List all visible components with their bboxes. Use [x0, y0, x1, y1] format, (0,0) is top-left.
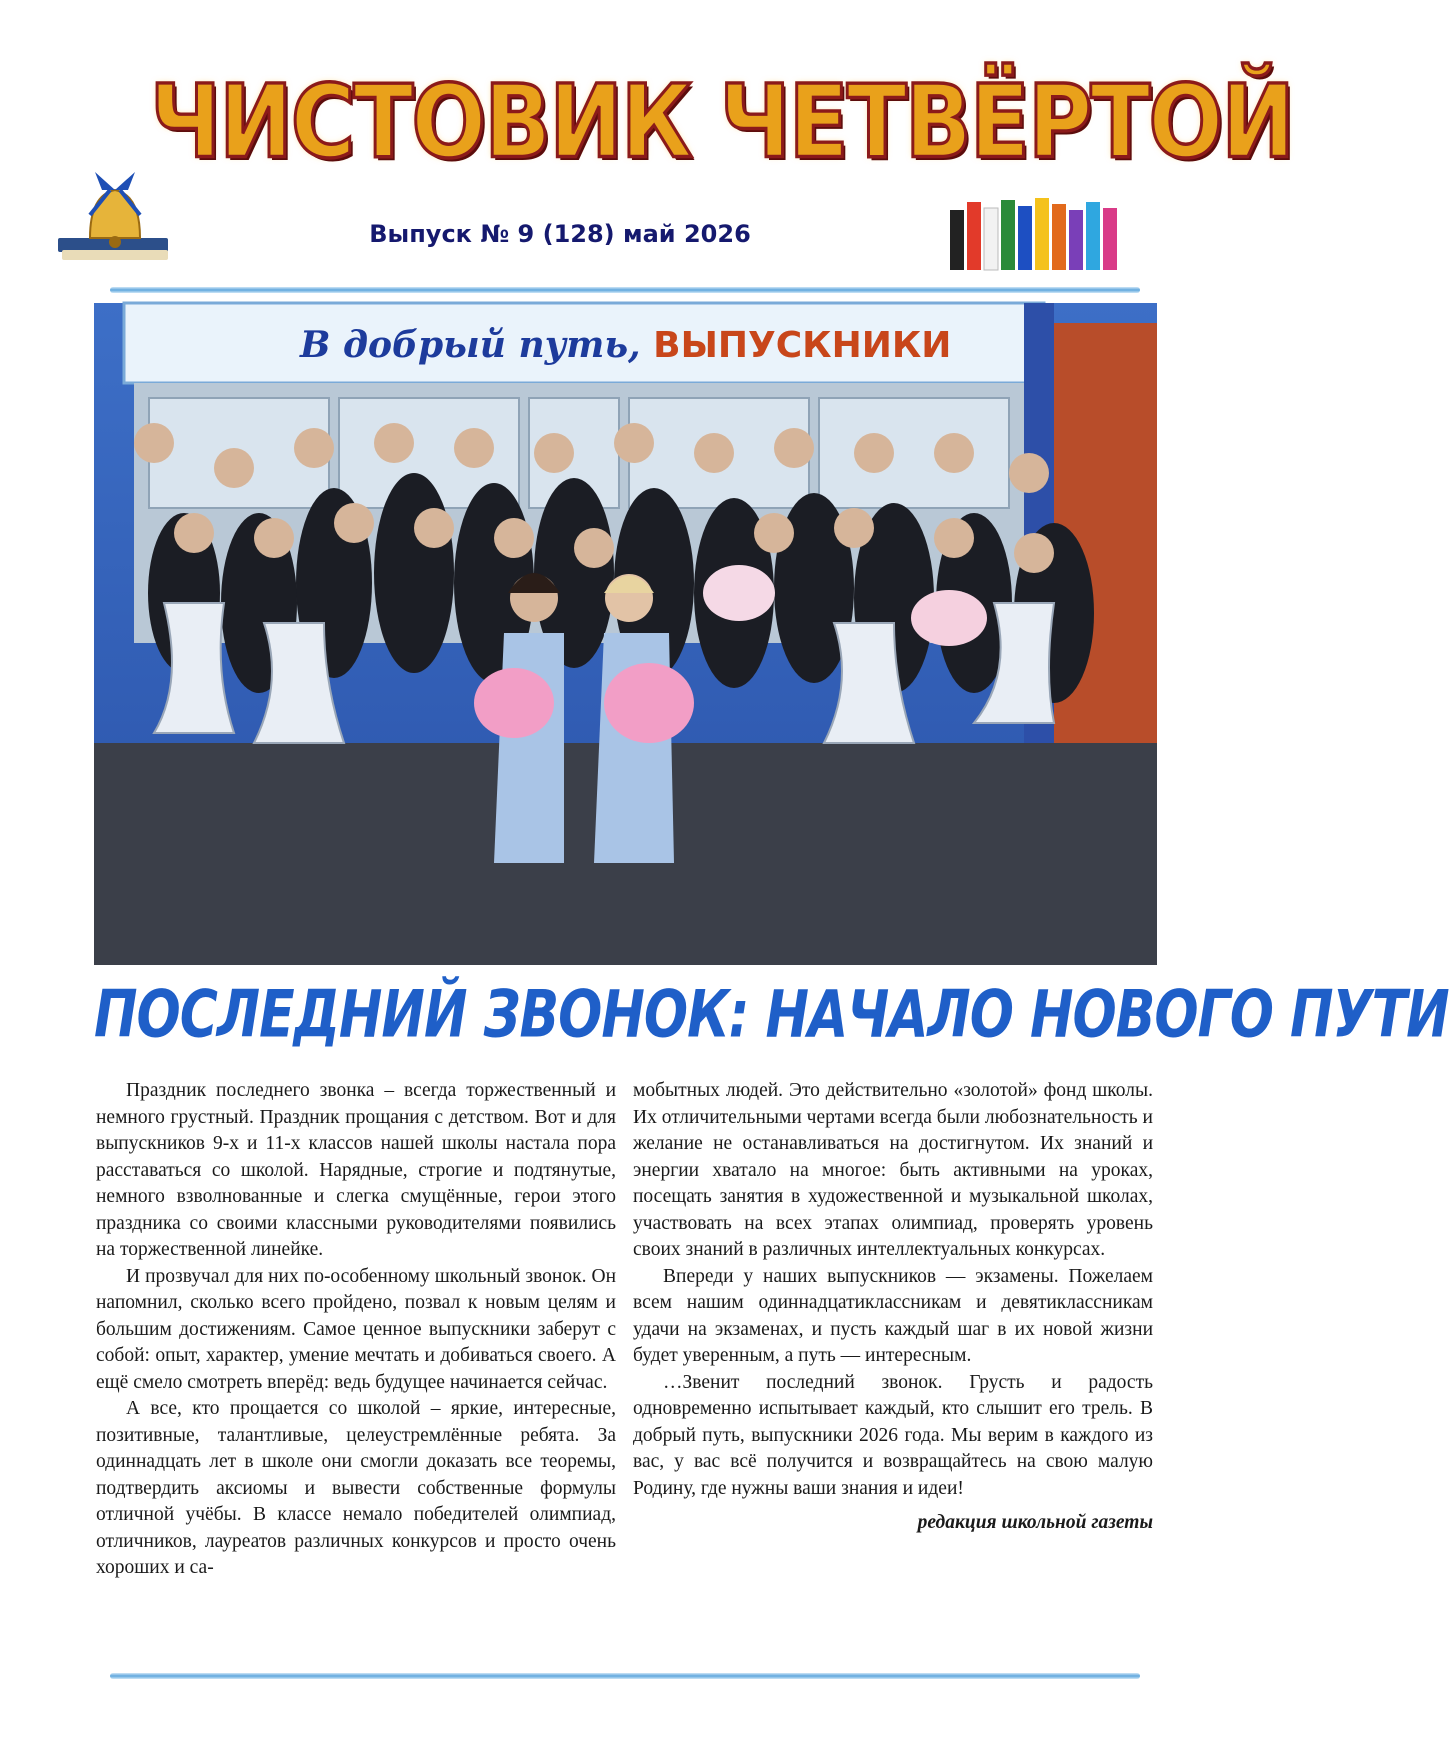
right-column: [633, 1078, 1153, 1537]
newspaper-title: ЧИСТОВИК ЧЕТВЁРТОЙ: [150, 62, 1293, 181]
banner-caps: ВЫПУСКНИКИ: [653, 325, 952, 366]
banner-italic: В добрый путь,: [300, 324, 654, 366]
paragraph: Праздник последнего звонка – всегда торжественный и немного грустный. Праздник прощания с детством. Вот и для выпускников 9-х и 11-х классов нашей школы настала пора расставаться со школой. Нарядные, строгие и подтянутые, немного взволнованные и слегка смущённые, герои этого праздника со своими классными руководителями появились на торжественной линейке.: [96, 1080, 616, 1260]
paragraph: И прозвучал для них по-особенному школьный звонок. Он напомнил, сколько всего пройдено, позвал к новым целям и большим достижениям. Самое ценное выпускники заберут с собой: опыт, характер, умение мечтать и добиваться своего. А ещё смело смотреть вперёд: ведь будущее начинается сейчас.: [96, 1265, 616, 1393]
graduates-photo: [94, 303, 1157, 965]
issue-number: Выпуск № 9 (128) май 2026: [369, 220, 751, 248]
paragraph-continuation: мобытных людей. Это действительно «золотой» фонд школы. Их отличительными чертами всегда были любознательность и желание не останавливаться на достигнутом. Их знаний и энергии хватало на многое: быть активными на уроках, посещать занятия в художественной и музыкальной школах, участвовать на всех этапах олимпиад, проверять уровень своих знаний в различных интеллектуальных конкурсах.: [633, 1080, 1153, 1260]
paragraph: …Звенит последний звонок. Грусть и радость одновременно испытывает каждый, кто слышит его трель. В добрый путь, выпускники 2026 года. Мы верим в каждого из вас, у вас всё получится и возвращайтесь на свою малую Родину, где нужны ваши знания и идеи!: [633, 1371, 1153, 1499]
masthead: [0, 0, 1293, 290]
paragraph: А все, кто прощается со школой – яркие, интересные, позитивные, талантливые, целеустремлённые ребята. За одиннадцать лет в школе они смогли доказать все теоремы, подтвердить аксиомы и вывести собственные формулы отличной учёбы. В классе немало победителей олимпиад, отличников, лауреатов различных конкурсов и просто очень хороших и са-: [96, 1398, 616, 1578]
left-column: [96, 1078, 616, 1582]
bottom-divider: [110, 1673, 1140, 1679]
signature: редакция школьной газеты: [917, 1512, 1153, 1533]
top-divider: [110, 287, 1140, 293]
article-body: [96, 1078, 1158, 1638]
article-headline: ПОСЛЕДНИЙ ЗВОНОК: НАЧАЛО НОВОГО ПУТИ: [94, 977, 1449, 1053]
photo-banner: [300, 324, 951, 366]
crayons-icon: [945, 180, 1120, 275]
paragraph: Впереди у наших выпускников — экзамены. Пожелаем всем нашим одиннадцатиклассникам и девятиклассникам удачи на экзаменах, и пусть каждый шаг в их новой жизни будет уверенным, а путь — интересным.: [633, 1265, 1153, 1366]
